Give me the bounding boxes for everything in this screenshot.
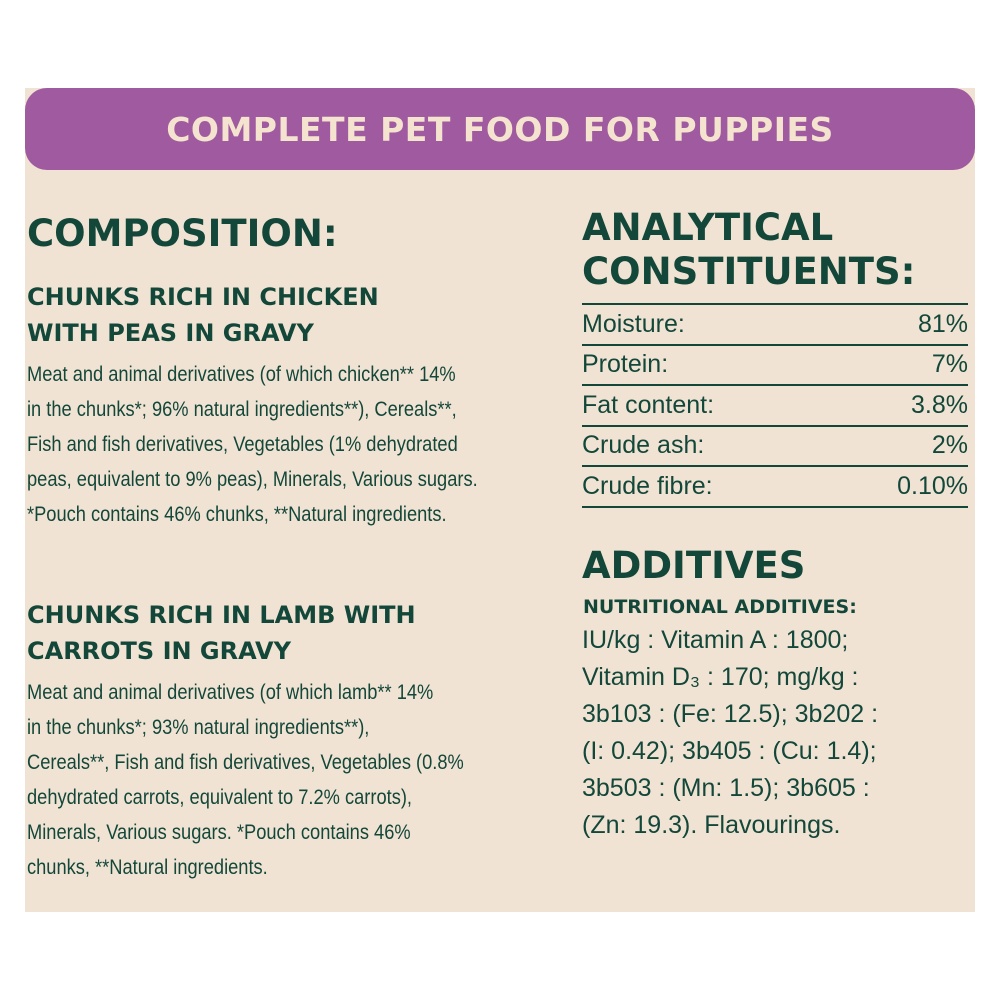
composition-heading: COMPOSITION: (27, 212, 338, 255)
table-row (582, 305, 968, 346)
section-1-text-line: *Pouch contains 46% chunks, **Natural ingredients. (27, 502, 447, 526)
section-2-text (27, 675, 464, 885)
section-1-text (27, 357, 478, 532)
row-value: 7% (931, 350, 968, 379)
additives-line: 3b503 : (Mn: 1.5); 3b605 : (582, 774, 870, 802)
section-2-text-line: Meat and animal derivatives (of which lamb** 14% (27, 680, 434, 704)
additives-line: 3b103 : (Fe: 12.5); 3b202 : (582, 700, 879, 728)
section-2-text-line: chunks, **Natural ingredients. (27, 855, 268, 879)
section-1-text-line: peas, equivalent to 9% peas), Minerals, Various sugars. (27, 467, 478, 491)
section-1-title-line: CHUNKS RICH IN CHICKEN (27, 283, 379, 311)
section-2-title (27, 597, 416, 669)
row-label: Fat content: (582, 390, 715, 419)
row-label: Crude fibre: (582, 471, 713, 500)
table-row (582, 386, 968, 427)
nutritional-additives-subheading: NUTRITIONAL ADDITIVES: (583, 596, 857, 618)
analytical-heading-line: CONSTITUENTS: (582, 250, 916, 293)
section-2-title-line: CARROTS IN GRAVY (27, 637, 292, 665)
analytical-heading-line: ANALYTICAL (582, 206, 834, 249)
row-label: Moisture: (582, 309, 685, 338)
section-1-text-line: Meat and animal derivatives (of which chicken** 14% (27, 362, 456, 386)
row-value: 0.10% (897, 471, 968, 500)
additives-line: IU/kg : Vitamin A : 1800; (582, 626, 849, 654)
banner (25, 88, 975, 170)
section-2-text-line: dehydrated carrots, equivalent to 7.2% carrots), (27, 785, 412, 809)
row-value: 81% (917, 309, 968, 338)
section-1-title (27, 279, 379, 351)
section-2-title-line: CHUNKS RICH IN LAMB WITH (27, 601, 416, 629)
additives-line: (Zn: 19.3). Flavourings. (582, 811, 841, 839)
section-1-title-line: WITH PEAS IN GRAVY (27, 319, 314, 347)
row-value: 3.8% (911, 390, 968, 419)
additives-heading: ADDITIVES (582, 544, 806, 587)
section-2-text-line: Cereals**, Fish and fish derivatives, Vegetables (0.8% (27, 750, 464, 774)
section-2-text-line: Minerals, Various sugars. *Pouch contains 46% (27, 820, 411, 844)
analytical-table (582, 303, 968, 508)
row-value: 2% (931, 431, 968, 460)
section-1-text-line: in the chunks*; 96% natural ingredients**), Cereals**, (27, 397, 457, 421)
table-row (582, 427, 968, 468)
table-row (582, 467, 968, 508)
additives-line: (I: 0.42); 3b405 : (Cu: 1.4); (582, 737, 877, 765)
analytical-heading (582, 206, 915, 294)
section-1-text-line: Fish and fish derivatives, Vegetables (1% dehydrated (27, 432, 458, 456)
row-label: Protein: (582, 350, 669, 379)
table-row (582, 346, 968, 387)
section-2-text-line: in the chunks*; 93% natural ingredients**), (27, 715, 370, 739)
banner-title: COMPLETE PET FOOD FOR PUPPIES (166, 109, 834, 149)
additives-line: Vitamin D₃ : 170; mg/kg : (582, 663, 859, 691)
additives-text (582, 622, 878, 844)
row-label: Crude ash: (582, 431, 705, 460)
